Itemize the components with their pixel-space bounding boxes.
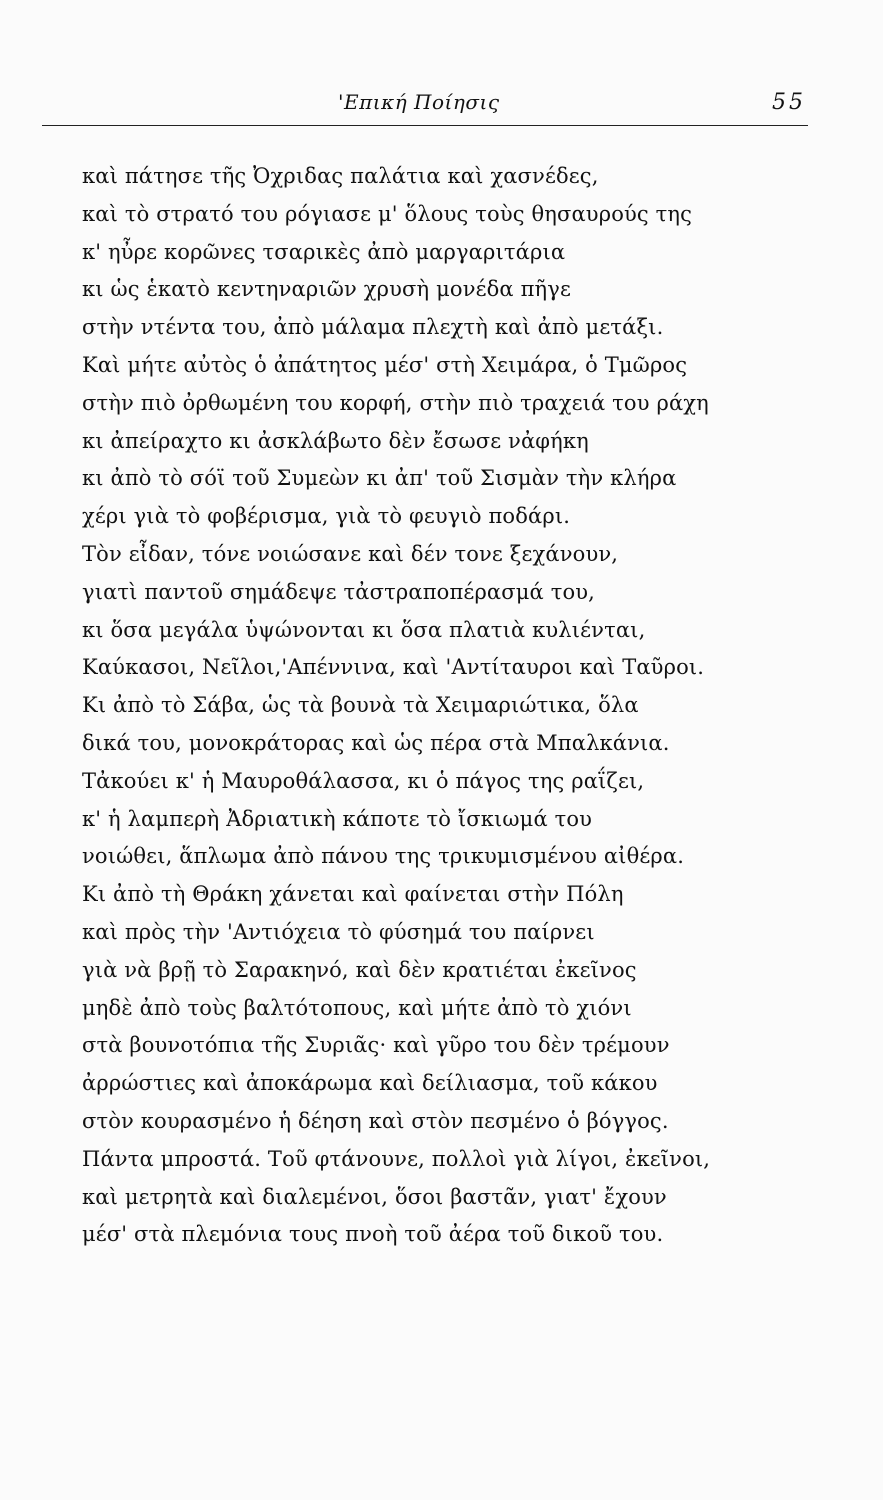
verse-line: Καὶ μήτε αὐτὸς ὁ ἀπάτητος μέσ' στὴ Χειμάρα, ὁ Τμῶρος	[82, 352, 688, 377]
verse-line: Κι ἀπὸ τὸ Σάβα, ὡς τὰ βουνὰ τὰ Χειμαριώτικα, ὅλα	[82, 693, 639, 718]
verse-line: στὴν πιὸ ὀρθωμένη του κορφή, στὴν πιὸ τραχειά του ράχη	[82, 390, 709, 415]
verse-line: καὶ μετρητὰ καὶ διαλεμένοι, ὅσοι βαστᾶν, γιατ' ἔχουν	[82, 1184, 667, 1209]
running-title: 'Επική Ποίησις	[338, 90, 500, 114]
verse-line: γιατὶ παντοῦ σημάδεψε τἀστραποπέρασμά του,	[82, 579, 596, 604]
verse-line: στὴν ντέντα του, ἀπὸ μάλαμα πλεχτὴ καὶ ἀπὸ μετάξι.	[82, 315, 664, 340]
verse-line: Πάντα μπροστά. Τοῦ φτάνουνε, πολλοὶ γιὰ λίγοι, ἐκεῖνοι,	[82, 1146, 711, 1171]
verse-line: ἀρρώστιες καὶ ἀποκάρωμα καὶ δείλιασμα, τοῦ κάκου	[82, 1071, 658, 1096]
verse-line: κ' ἡ λαμπερὴ Ἀδριατικὴ κάποτε τὸ ἴσκιωμά του	[82, 806, 593, 831]
verse-line: μέσ' στὰ πλεμόνια τους πνοὴ τοῦ ἀέρα τοῦ δικοῦ του.	[82, 1222, 664, 1247]
verse-line: καὶ πρὸς τὴν 'Αντιόχεια τὸ φύσημά του παίρνει	[82, 919, 595, 944]
verse-line: κι ὅσα μεγάλα ὑψώνονται κι ὅσα πλατιὰ κυλιένται,	[82, 617, 646, 642]
page-header	[42, 80, 808, 130]
page-number: 55	[772, 90, 806, 115]
verse-line: καὶ πάτησε τῆς Ὀχριδας παλάτια καὶ χασνέδες,	[82, 164, 599, 188]
verse-line: στὸν κουρασμένο ἡ δέηση καὶ στὸν πεσμένο ὁ βόγγος.	[82, 1108, 669, 1133]
verse-line: στὰ βουνοτόπια τῆς Συριᾶς· καὶ γῦρο του δὲν τρέμουν	[82, 1033, 670, 1058]
verse-line: Τἀκούει κ' ἡ Μαυροθάλασσα, κι ὁ πάγος της ραΐζει,	[82, 768, 645, 793]
verse-line: μηδὲ ἀπὸ τοὺς βαλτότοπους, καὶ μήτε ἀπὸ τὸ χιόνι	[82, 995, 632, 1020]
verse-line: καὶ τὸ στρατό του ρόγιασε μ' ὅλους τοὺς θησαυρούς της	[82, 201, 693, 226]
verse-line: κι ὡς ἑκατὸ κεντηναριῶν χρυσὴ μονέδα πῆγε	[82, 277, 571, 302]
verse-line: Κι ἀπὸ τὴ Θράκη χάνεται καὶ φαίνεται στὴν Πόλη	[82, 882, 624, 907]
verse-line: Τὸν εἶδαν, τόνε νοιώσανε καὶ δέν τονε ξεχάνουν,	[82, 541, 619, 566]
verse-line: Καύκασοι, Νεῖλοι,'Απέννινα, καὶ 'Αντίταυροι καὶ Ταῦροι.	[82, 655, 705, 680]
verse-line: χέρι γιὰ τὸ φοβέρισμα, γιὰ τὸ φευγιὸ ποδάρι.	[82, 504, 571, 529]
verse-line: κ' ηὖρε κορῶνες τσαρικὲς ἀπὸ μαργαριτάρια	[82, 239, 566, 264]
verse-line: κι ἀπείραχτο κι ἀσκλάβωτο δὲν ἔσωσε νἀφήκη	[82, 428, 589, 453]
verse-line: κι ἀπὸ τὸ σόϊ τοῦ Συμεὼν κι ἀπ' τοῦ Σισμὰν τὴν κλήρα	[82, 466, 677, 491]
verse-line: δικά του, μονοκράτορας καὶ ὡς πέρα στὰ Μπαλκάνια.	[82, 730, 670, 755]
poem-text	[82, 158, 822, 1254]
header-rule	[42, 125, 808, 126]
verse-line: νοιώθει, ἅπλωμα ἀπὸ πάνου της τρικυμισμένου αἰθέρα.	[82, 844, 685, 869]
verse-line: γιὰ νὰ βρῇ τὸ Σαρακηνό, καὶ δὲν κρατιέται ἐκεῖνος	[82, 957, 637, 982]
